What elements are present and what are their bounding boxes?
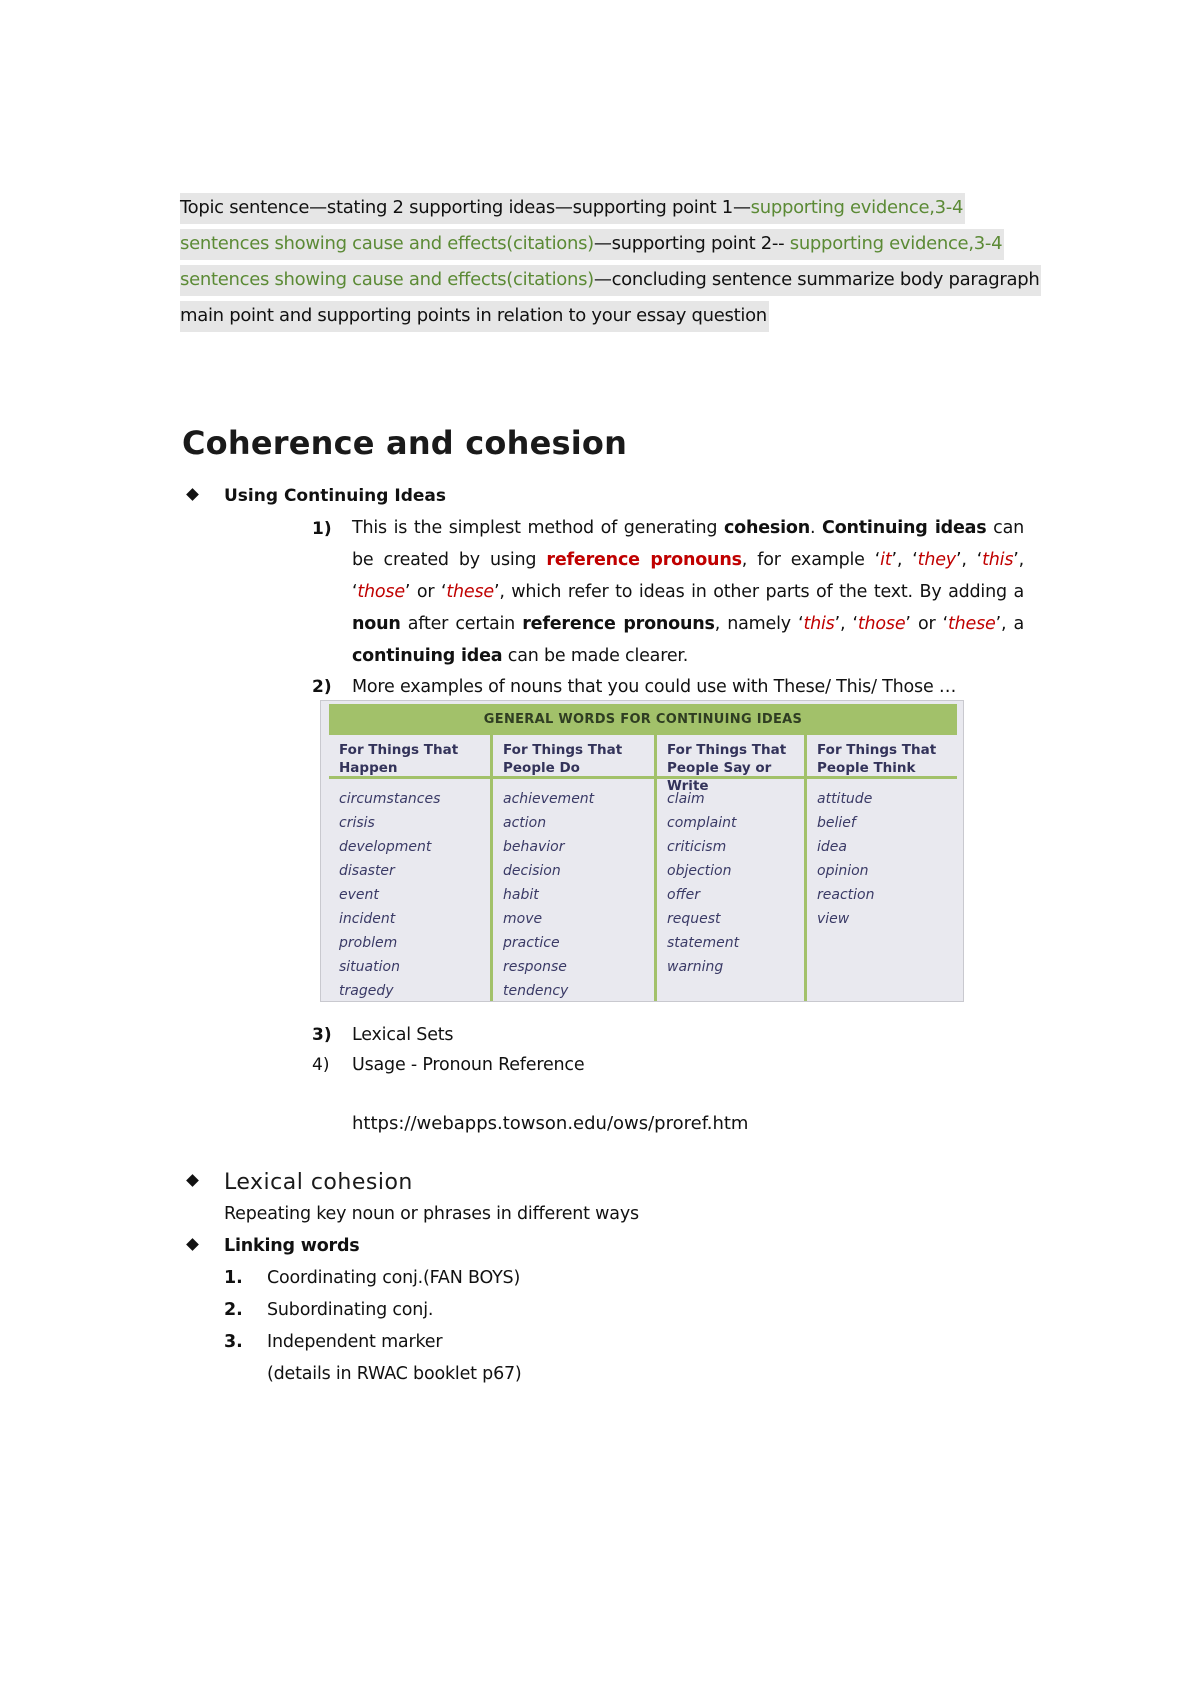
- word-item: criticism: [667, 839, 727, 855]
- word-item: attitude: [817, 791, 873, 807]
- word-item: claim: [667, 791, 705, 807]
- item-number-4: 4): [312, 1055, 330, 1075]
- word-item: event: [339, 887, 379, 903]
- section-title: Coherence and cohesion: [182, 424, 628, 462]
- word-list: [339, 787, 486, 1002]
- intro-paragraph: [180, 190, 1040, 334]
- reference-link[interactable]: https://webapps.towson.edu/ows/proref.htm: [352, 1113, 749, 1134]
- word-item: belief: [817, 815, 856, 831]
- linking-number-3: 3.: [224, 1332, 243, 1352]
- word-item: view: [817, 911, 850, 927]
- intro-highlight: [180, 193, 1041, 332]
- word-item: situation: [339, 959, 400, 975]
- lexical-cohesion-desc: Repeating key noun or phrases in different ways: [224, 1204, 639, 1224]
- item-number-2: 2): [312, 677, 332, 697]
- word-item: behavior: [503, 839, 565, 855]
- linking-number-1: 1.: [224, 1268, 243, 1288]
- item-4-text: Usage - Pronoun Reference: [352, 1055, 585, 1075]
- word-list: [667, 787, 800, 979]
- column-header: For Things That People Do: [493, 735, 654, 779]
- intro-green-1: supporting evidence,3-4 sentences showing cause and effects(citations): [180, 197, 964, 254]
- word-item: request: [667, 911, 721, 927]
- table-title: GENERAL WORDS FOR CONTINUING IDEAS: [329, 704, 957, 735]
- word-list: [817, 787, 953, 931]
- item-number-1: 1): [312, 519, 332, 539]
- linking-item-3: Independent marker: [267, 1332, 443, 1352]
- table-column: [657, 735, 807, 1001]
- intro-text-1: Topic sentence—stating 2 supporting ideas—supporting point 1—: [180, 197, 751, 218]
- intro-text-3: —concluding sentence summarize body paragraph main point and supporting points in relation to your essay question: [180, 269, 1040, 326]
- column-header: For Things That People Say or Write: [657, 735, 804, 779]
- word-item: action: [503, 815, 547, 831]
- word-item: statement: [667, 935, 740, 951]
- item-1-paragraph: This is the simplest method of generating cohesion. Continuing ideas can be created by using reference pronouns, for example ‘it’, ‘they’, ‘this’, ‘those’ or ‘these’, which refer to ideas in other parts of the text. By adding a noun after certain reference pronouns, namely ‘this’, ‘those’ or ‘these’, a continuing idea can be made clearer.: [352, 518, 1025, 666]
- column-header: For Things That People Think: [807, 735, 957, 779]
- word-item: move: [503, 911, 543, 927]
- word-item: practice: [503, 935, 560, 951]
- table-column: [329, 735, 493, 1001]
- item-2-text: More examples of nouns that you could use with These/ This/ Those …: [352, 677, 957, 697]
- linking-number-2: 2.: [224, 1300, 243, 1320]
- intro-text-2: —supporting point 2--: [593, 233, 790, 254]
- word-item: decision: [503, 863, 561, 879]
- word-item: crisis: [339, 815, 375, 831]
- word-item: reaction: [817, 887, 875, 903]
- linking-item-2: Subordinating conj.: [267, 1300, 434, 1320]
- word-item: complaint: [667, 815, 737, 831]
- table-column: [807, 735, 957, 1001]
- column-header: For Things That Happen: [329, 735, 490, 779]
- word-item: objection: [667, 863, 732, 879]
- word-item: warning: [667, 959, 724, 975]
- word-item: problem: [339, 935, 398, 951]
- item-3-text: Lexical Sets: [352, 1025, 454, 1045]
- word-item: circumstances: [339, 791, 441, 807]
- word-item: tragedy: [339, 983, 394, 999]
- word-list: [503, 787, 650, 1002]
- word-item: offer: [667, 887, 701, 903]
- word-item: disaster: [339, 863, 395, 879]
- continuing-ideas-title: Using Continuing Ideas: [224, 486, 446, 506]
- word-item: incident: [339, 911, 396, 927]
- word-item: habit: [503, 887, 539, 903]
- continuing-ideas-table: [320, 700, 964, 1002]
- intro-green-2: supporting evidence,3-4 sentences showing cause and effects(citations): [180, 233, 1003, 290]
- item-number-3: 3): [312, 1025, 332, 1045]
- linking-words-title: Linking words: [224, 1236, 360, 1256]
- word-item: development: [339, 839, 432, 855]
- word-item: achievement: [503, 791, 595, 807]
- word-item: opinion: [817, 863, 869, 879]
- linking-note: (details in RWAC booklet p67): [267, 1364, 522, 1384]
- word-item: tendency: [503, 983, 569, 999]
- linking-item-1: Coordinating conj.(FAN BOYS): [267, 1268, 521, 1288]
- table-column: [493, 735, 657, 1001]
- word-item: idea: [817, 839, 847, 855]
- word-item: response: [503, 959, 567, 975]
- lexical-cohesion-title: Lexical cohesion: [224, 1170, 413, 1195]
